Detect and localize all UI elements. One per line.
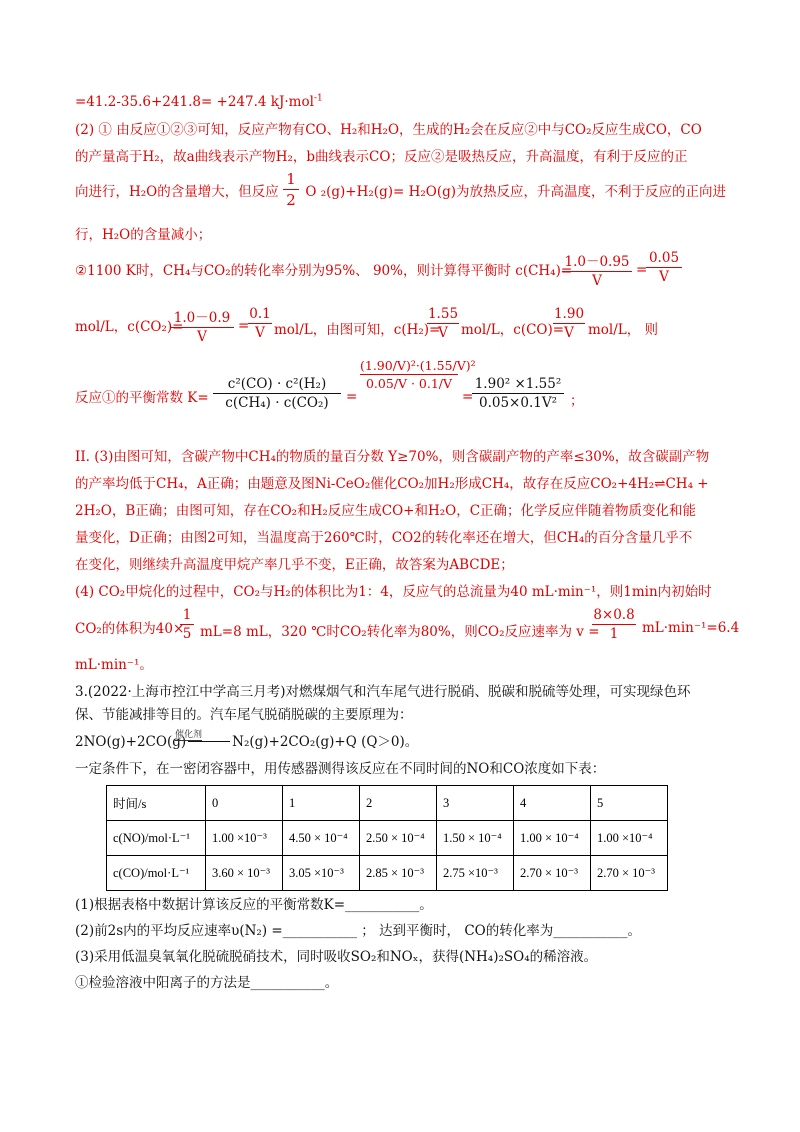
answer-p3-line-2d: mol/L， 则	[588, 322, 659, 338]
answer-p3-line-1: ②1100 K时，CH₄与CO₂的转化率分别为95%、 90%，则计算得平衡时 c(CH₄)=	[75, 263, 573, 279]
table-row-co	[107, 856, 668, 891]
question-3-part-1: (1)根据表格中数据计算该反应的平衡常数K=___________。	[75, 897, 433, 913]
answer-q2-line-5: 在变化，则继续升高温度甲烷产率几乎不变，E正确，故答案为ABCDE；	[75, 557, 514, 573]
equals-sign-2: =	[238, 318, 250, 334]
answer-p2-line-3: 向进行，H₂O的含量增大，但反应 O ₂(g)+H₂(g)= H₂O(g)为放热反应，升高温度，不利于反应的正向进	[75, 184, 727, 200]
answer-q2-line-4: 量变化，D正确；由图2可知，当温度高于260℃时，CO2的转化率还在增大，但CH₄的百分含量几乎不	[75, 530, 693, 546]
fraction-c-co2: 1.0－0.9 V	[170, 306, 234, 345]
table-cell: c(CO)/mol·L⁻¹	[107, 856, 206, 891]
table-cell: 1.00 ×10⁻³	[206, 821, 283, 856]
table-cell: c(NO)/mol·L⁻¹	[107, 821, 206, 856]
fraction-c-h2: 1.55 V	[427, 306, 459, 341]
answer-p2-line-4: 行，H₂O的含量减小；	[75, 227, 212, 243]
table-cell: 时间/s	[107, 786, 206, 821]
table-cell: 1.50 × 10⁻⁴	[437, 821, 514, 856]
table-cell: 5	[591, 786, 668, 821]
question-3-part-3a: ①检验溶液中阳离子的方法是___________。	[75, 975, 339, 991]
table-cell: 2	[360, 786, 437, 821]
answer-line-1: =41.2-35.6+241.8= +247.4 kJ·mol$^{-1}$	[75, 93, 323, 110]
table-header-row	[107, 786, 668, 821]
table-cell: 2.85 × 10⁻³	[360, 856, 437, 891]
answer-q2-line-2: 的产率均低于CH₄，A正确；由题意及图Ni-CeO₂催化CO₂加H₂形成CH₄，故存在反应CO₂+4H₂⇌CH₄ +	[75, 476, 709, 492]
answer-q2-line-1: II. (3)由图可知，含碳产物中CH₄的物质的量百分数 Y≥70%，则含碳副产物的产率≤30%，故含碳副产物	[75, 449, 710, 465]
fraction-c-co: 1.90 V	[553, 306, 585, 341]
equilibrium-constant-label: 反应①的平衡常数 K=	[75, 390, 209, 406]
reaction-equation: 2NO(g)+2CO(g) N₂(g)+2CO₂(g)+Q (Q＞0)。	[75, 734, 419, 750]
table-cell: 2.50 × 10⁻⁴	[360, 821, 437, 856]
table-cell: 2.70 × 10⁻³	[514, 856, 591, 891]
fraction-rate: 8×0.8 1	[593, 607, 635, 642]
table-cell: 2.70 × 10⁻³	[591, 856, 668, 891]
question-3-line-4: 一定条件下，在一密闭容器中，用传感器测得该反应在不同时间的NO和CO浓度如下表：	[75, 761, 606, 777]
semicolon: ；	[570, 393, 584, 409]
concentration-table	[106, 785, 668, 891]
table-cell: 1	[283, 786, 360, 821]
fraction-c-ch4: 1.0－0.95 V	[562, 250, 632, 289]
question-3-part-3: (3)采用低温臭氧氧化脱硫脱硝技术，同时吸收SO₂和NOₓ，获得(NH₄)₂SO₄的稀溶液。	[75, 949, 598, 965]
table-cell: 3.05 ×10⁻³	[283, 856, 360, 891]
answer-p3-line-2c: mol/L，c(CO)=	[461, 322, 565, 338]
equals-sign-3: =	[346, 389, 358, 405]
answer-q4-line-3: mL·min⁻¹。	[75, 657, 153, 673]
fraction-c-co2-value: 0.1 V	[249, 306, 271, 341]
catalyst-label: 催化剂	[175, 730, 203, 740]
answer-p3-line-2b: mol/L，由图可知，c(H₂)=	[274, 322, 441, 338]
k-substitution: (1.90/V)²·(1.55/V)² 0.05/V · 0.1/V	[360, 358, 476, 391]
question-3-part-2: (2)前2s内的平均反应速率υ(N₂) =___________ ； 达到平衡时， CO的转化率为___________。	[75, 923, 641, 939]
table-cell: 3.60 × 10⁻³	[206, 856, 283, 891]
table-cell: 1.00 ×10⁻⁴	[591, 821, 668, 856]
answer-q2-line-3: 2H₂O，B正确；由图可知，存在CO₂和H₂反应生成CO+和H₂O，C正确；化学反应伴随着物质变化和能	[75, 503, 697, 519]
fraction-one-half: 1 2	[283, 170, 299, 209]
table-cell: 1.00 × 10⁻⁴	[514, 821, 591, 856]
table-cell: 3	[437, 786, 514, 821]
table-cell: 4	[514, 786, 591, 821]
question-3-line-1: 3.(2022·上海市控江中学高三月考)对燃煤烟气和汽车尾气进行脱硝、脱碳和脱硫等处理，可实现绿色环	[75, 684, 691, 700]
k-expression: c²(CO) · c²(H₂) c(CH₄) · c(CO₂)	[213, 376, 341, 411]
answer-p2-line-2: 的产量高于H₂，故a曲线表示产物H₂，b曲线表示CO；反应②是吸热反应，升高温度，有利于反应的正	[75, 149, 688, 165]
equals-sign: =	[636, 262, 648, 278]
fraction-c-ch4-value: 0.05 V	[646, 250, 682, 285]
question-3-line-2: 保、节能减排等目的。汽车尾气脱硝脱碳的主要原理为：	[75, 707, 413, 723]
table-cell: 4.50 × 10⁻⁴	[283, 821, 360, 856]
k-result: 1.90² ×1.55² 0.05×0.1V²	[472, 376, 564, 411]
table-row-no	[107, 821, 668, 856]
table-cell: 2.75 ×10⁻³	[437, 856, 514, 891]
answer-q4-line-1: (4) CO₂甲烷化的过程中，CO₂与H₂的体积比为1：4，反应气的总流量为40 mL·min⁻¹，则1min内初始时	[75, 584, 712, 600]
answer-q4-line-2b: mL=8 mL，320 ℃时CO₂转化率为80%，则CO₂反应速率为 v =	[200, 624, 600, 640]
answer-q4-line-2a: CO₂的体积为40×	[75, 621, 185, 637]
answer-p2-line-1: (2) ① 由反应①②③可知，反应产物有CO、H₂和H₂O，生成的H₂会在反应②中与CO₂反应生成CO，CO	[75, 122, 702, 138]
fraction-one-fifth: 1 5	[180, 607, 194, 642]
answer-p3-line-2a: mol/L，c(CO₂)=	[75, 319, 184, 335]
table-cell: 0	[206, 786, 283, 821]
equals-sign-4: =	[462, 389, 474, 405]
answer-q4-line-2c: mL·min⁻¹=6.4	[642, 620, 740, 636]
